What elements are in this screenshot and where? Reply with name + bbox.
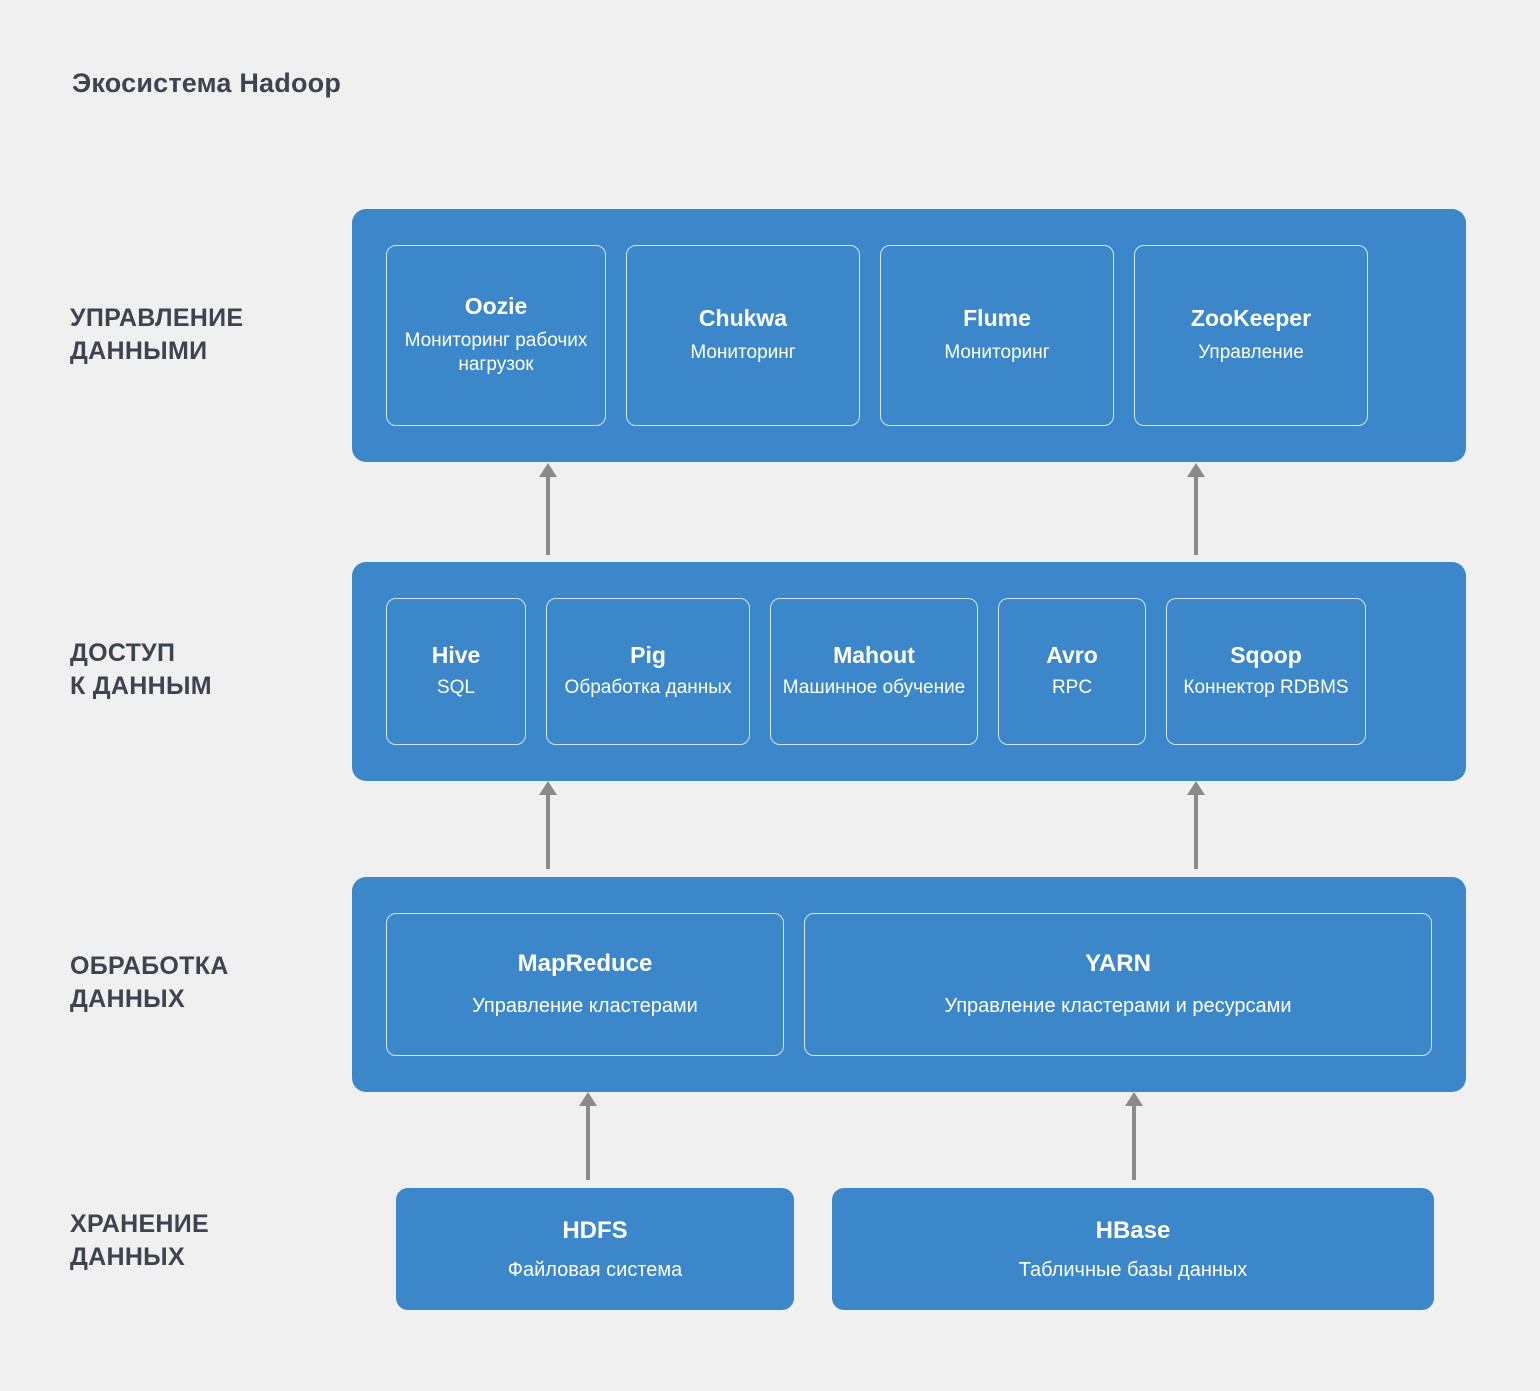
card-flume[interactable] bbox=[880, 245, 1114, 426]
arrow-up-icon-processing-to-access-right bbox=[1194, 793, 1198, 869]
card-avro-title: Avro bbox=[1046, 642, 1098, 669]
band-data-processing bbox=[352, 877, 1466, 1092]
card-chukwa[interactable] bbox=[626, 245, 860, 426]
row-label-storage bbox=[70, 1208, 350, 1274]
card-avro[interactable] bbox=[998, 598, 1146, 745]
card-pig-title: Pig bbox=[630, 642, 666, 669]
card-mapreduce-title: MapReduce bbox=[517, 950, 653, 978]
card-sqoop[interactable] bbox=[1166, 598, 1366, 745]
card-sqoop-subtitle: Коннектор RDBMS bbox=[1183, 676, 1349, 698]
card-yarn-title: YARN bbox=[1085, 950, 1151, 978]
row-label-storage-line2: ДАННЫХ bbox=[70, 1243, 185, 1271]
card-chukwa-title: Chukwa bbox=[698, 305, 788, 332]
row-label-management-line1: УПРАВЛЕНИЕ bbox=[70, 304, 244, 332]
card-hbase-title: HBase bbox=[1095, 1216, 1171, 1244]
card-avro-subtitle: RPC bbox=[1051, 676, 1093, 698]
card-yarn-subtitle: Управление кластерами и ресурсами bbox=[944, 994, 1292, 1017]
card-mahout-subtitle: Машинное обучение bbox=[782, 676, 966, 698]
row-label-access-line1: ДОСТУП bbox=[70, 639, 176, 667]
row-label-processing-line2: ДАННЫХ bbox=[70, 985, 185, 1013]
card-mapreduce[interactable] bbox=[386, 913, 784, 1056]
row-label-storage-line1: ХРАНЕНИЕ bbox=[70, 1210, 210, 1238]
arrow-up-icon-access-to-management-right bbox=[1194, 475, 1198, 555]
card-oozie-title: Oozie bbox=[464, 293, 528, 320]
row-label-processing-line1: ОБРАБОТКА bbox=[70, 952, 229, 980]
card-mapreduce-subtitle: Управление кластерами bbox=[472, 994, 698, 1017]
card-yarn[interactable] bbox=[804, 913, 1432, 1056]
arrow-up-icon-storage-to-processing-right bbox=[1132, 1104, 1136, 1180]
card-mahout-title: Mahout bbox=[833, 642, 915, 669]
card-flume-subtitle: Мониторинг bbox=[944, 341, 1050, 363]
card-zookeeper-subtitle: Управление bbox=[1198, 341, 1304, 363]
band-data-access bbox=[352, 562, 1466, 781]
row-label-processing bbox=[70, 950, 350, 1016]
card-zookeeper-title: ZooKeeper bbox=[1190, 305, 1312, 332]
card-chukwa-subtitle: Мониторинг bbox=[690, 341, 796, 363]
band-data-management bbox=[352, 209, 1466, 462]
card-hdfs[interactable] bbox=[396, 1188, 794, 1310]
card-hive[interactable] bbox=[386, 598, 526, 745]
arrow-up-icon-processing-to-access-left bbox=[546, 793, 550, 869]
page-title: Экосистема Hadoop bbox=[72, 68, 342, 98]
card-oozie[interactable] bbox=[386, 245, 606, 426]
arrow-up-icon-access-to-management-left bbox=[546, 475, 550, 555]
card-hive-subtitle: SQL bbox=[436, 676, 476, 698]
card-pig-subtitle: Обработка данных bbox=[564, 676, 732, 698]
row-label-management bbox=[70, 302, 350, 368]
card-sqoop-title: Sqoop bbox=[1230, 642, 1302, 669]
row-label-management-line2: ДАННЫМИ bbox=[70, 337, 208, 365]
arrow-up-icon-storage-to-processing-left bbox=[586, 1104, 590, 1180]
card-hbase-subtitle: Табличные базы данных bbox=[1018, 1258, 1248, 1281]
card-oozie-subtitle: Мониторинг рабочих нагрузок bbox=[404, 329, 588, 376]
row-label-access bbox=[70, 637, 350, 703]
card-mahout[interactable] bbox=[770, 598, 978, 745]
card-zookeeper[interactable] bbox=[1134, 245, 1368, 426]
card-pig[interactable] bbox=[546, 598, 750, 745]
card-hive-title: Hive bbox=[431, 642, 481, 669]
card-hbase[interactable] bbox=[832, 1188, 1434, 1310]
card-flume-title: Flume bbox=[963, 305, 1031, 332]
card-hdfs-title: HDFS bbox=[562, 1216, 628, 1244]
row-label-access-line2: К ДАННЫМ bbox=[70, 672, 212, 700]
card-hdfs-subtitle: Файловая система bbox=[507, 1258, 683, 1281]
